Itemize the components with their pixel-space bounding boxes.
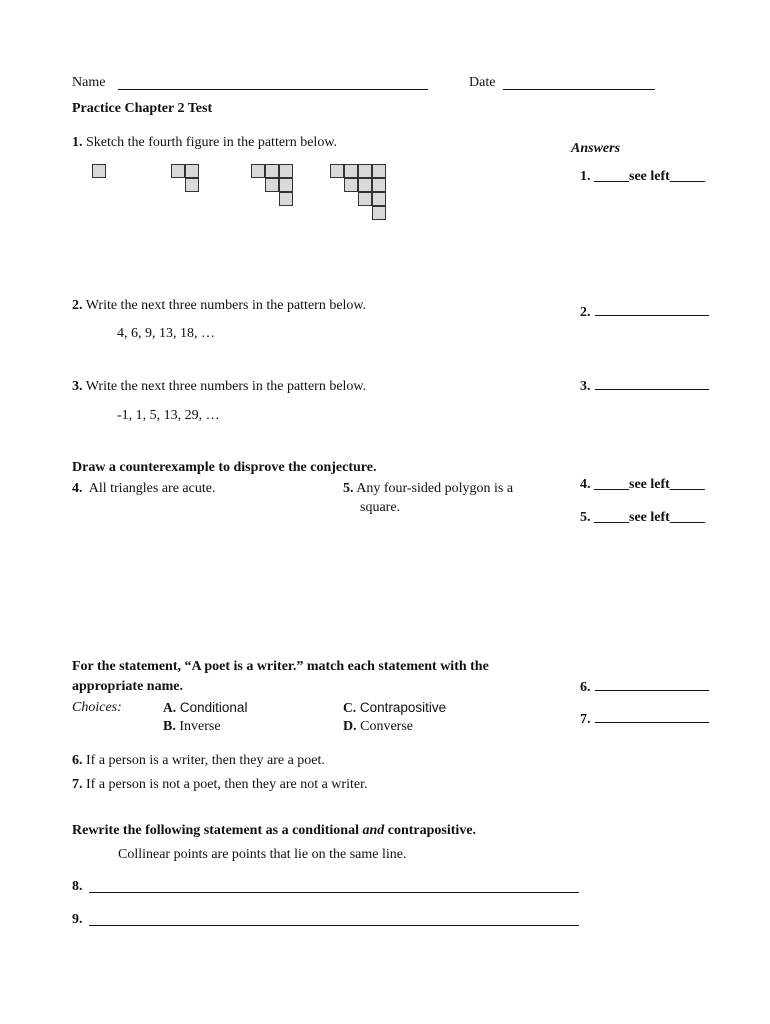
figure-4-square (344, 164, 358, 178)
figure-4-square (372, 206, 386, 220)
figure-4-square (358, 178, 372, 192)
figure-4-square (372, 164, 386, 178)
choice-c: C. Contrapositive (343, 700, 447, 715)
figure-3-square (279, 178, 293, 192)
answer-9-line[interactable] (89, 925, 579, 926)
figure-4-square (358, 192, 372, 206)
question-5: 5. Any four-sided polygon is a (343, 481, 514, 496)
question-3: 3. Write the next three numbers in the pattern below. (72, 379, 367, 394)
question-8-label: 8. (72, 879, 83, 894)
question-9-label: 9. (72, 912, 83, 927)
page-title: Practice Chapter 2 Test (72, 101, 213, 116)
figure-3-square (265, 178, 279, 192)
question-1: 1. Sketch the fourth figure in the pattern below. (72, 135, 338, 150)
figure-3-square (251, 164, 265, 178)
figure-3-square (279, 192, 293, 206)
figure-4-square (344, 178, 358, 192)
figure-3-square (279, 164, 293, 178)
choice-d: D. Converse (343, 719, 414, 734)
answer-4[interactable]: 4. _____see left_____ (580, 477, 705, 492)
answer-1[interactable]: 1. _____see left_____ (580, 169, 705, 184)
rewrite-statement: Collinear points are points that lie on the same line. (118, 847, 407, 862)
answer-6[interactable]: 6. (580, 677, 709, 696)
figure-4-square (372, 192, 386, 206)
choices-label: Choices: (72, 700, 122, 715)
match-heading: For the statement, “A poet is a writer.” match each statement with the (72, 659, 489, 674)
answer-7[interactable]: 7. (580, 709, 709, 728)
question-6: 6. If a person is a writer, then they are a poet. (72, 753, 325, 768)
figure-3-square (265, 164, 279, 178)
name-field[interactable] (118, 89, 428, 90)
date-field[interactable] (503, 89, 655, 90)
sequence-3: -1, 1, 5, 13, 29, … (117, 408, 220, 423)
rewrite-heading: Rewrite the following statement as a conditional and contrapositive. (72, 823, 477, 838)
question-4: 4. All triangles are acute. (72, 481, 216, 496)
figure-2-square (185, 178, 199, 192)
answer-5[interactable]: 5. _____see left_____ (580, 510, 705, 525)
question-7: 7. If a person is not a poet, then they are not a writer. (72, 777, 368, 792)
answer-2[interactable]: 2. (580, 302, 709, 321)
figure-2-square (185, 164, 199, 178)
figure-2-square (171, 164, 185, 178)
figure-4-square (372, 178, 386, 192)
answers-heading: Answers (571, 141, 621, 156)
figure-4-square (358, 164, 372, 178)
figure-4-square (330, 164, 344, 178)
name-label: Name (72, 75, 106, 90)
date-label: Date (469, 75, 496, 90)
answer-8-line[interactable] (89, 892, 579, 893)
choice-b: B. Inverse (163, 719, 221, 734)
answer-3[interactable]: 3. (580, 376, 709, 395)
counterexample-heading: Draw a counterexample to disprove the conjecture. (72, 460, 377, 475)
match-heading-cont: appropriate name. (72, 679, 183, 694)
question-2: 2. Write the next three numbers in the pattern below. (72, 298, 367, 313)
choice-a: A. Conditional (163, 700, 248, 715)
figure-1-square (92, 164, 106, 178)
sequence-2: 4, 6, 9, 13, 18, … (117, 326, 215, 341)
question-5-cont: square. (360, 500, 401, 515)
